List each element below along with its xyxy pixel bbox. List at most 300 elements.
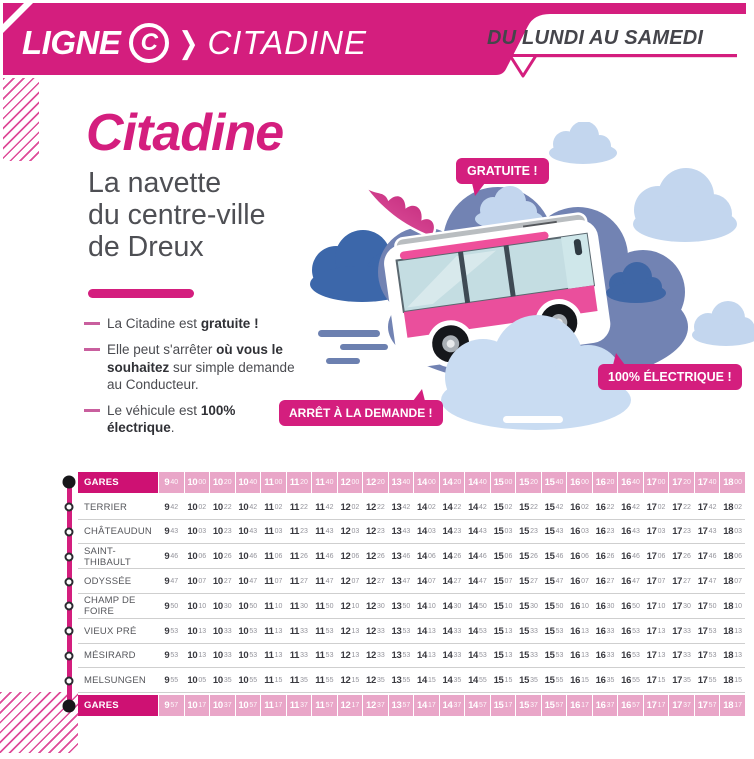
time-cell: 11 22	[289, 501, 308, 513]
subtitle-line: du centre-ville	[88, 198, 266, 231]
time-cell: 13 53	[391, 650, 411, 662]
bullet-dash-icon	[84, 322, 100, 325]
time-cell: 12 35	[366, 675, 385, 687]
bubble-gratuite: GRATUITE !	[456, 158, 549, 184]
time-cell: 11 23	[289, 526, 308, 538]
time-cell: 16 03	[570, 526, 589, 538]
time-cell: 10 13	[187, 650, 207, 662]
time-cell: 11 46	[315, 551, 334, 563]
time-cell: 14 23	[442, 526, 462, 538]
time-cell: 10 20	[210, 472, 235, 493]
time-cell: 12 23	[366, 526, 385, 538]
time-cell: 10 53	[238, 625, 258, 637]
time-cell: 16 57	[618, 695, 643, 716]
time-cell: 9 40	[159, 472, 184, 493]
time-cell: 18 06	[723, 551, 742, 563]
time-cell: 14 35	[442, 675, 462, 687]
time-cell: 16 50	[621, 600, 640, 612]
time-cell: 15 43	[544, 526, 564, 538]
time-cell: 14 40	[465, 472, 490, 493]
time-cell: 17 50	[697, 600, 717, 612]
time-cell: 15 22	[519, 501, 538, 513]
time-cell: 14 33	[442, 625, 462, 637]
times-row	[159, 626, 745, 637]
time-cell: 14 27	[442, 576, 462, 588]
subtitle-line: La navette	[88, 167, 222, 199]
table-row	[0, 693, 754, 718]
time-cell: 17 57	[695, 695, 720, 716]
line-name: CITADINE	[207, 24, 368, 61]
time-cell: 15 33	[519, 625, 538, 637]
time-cell: 16 30	[595, 600, 615, 612]
time-cell: 16 37	[593, 695, 618, 716]
time-cell: 11 20	[287, 472, 312, 493]
time-cell: 17 23	[672, 526, 691, 538]
line-letter-badge	[129, 23, 169, 63]
time-cell: 14 33	[442, 650, 462, 662]
line-letter: C	[140, 29, 159, 56]
service-days-label: DU LUNDI AU SAMEDI	[487, 27, 704, 49]
time-cell: 15 13	[493, 625, 513, 637]
time-cell: 16 23	[595, 526, 615, 538]
time-cell: 16 33	[595, 625, 615, 637]
time-cell: 14 20	[440, 472, 465, 493]
time-cell: 16 10	[570, 600, 589, 612]
time-cell: 15 42	[544, 501, 564, 513]
time-cell: 11 13	[264, 625, 283, 637]
time-cell: 11 43	[315, 526, 334, 538]
stop-marker-icon	[65, 627, 74, 636]
time-cell: 10 05	[187, 675, 207, 687]
time-cell: 14 55	[468, 675, 487, 687]
time-cell: 11 13	[264, 650, 283, 662]
time-cell: 16 53	[621, 625, 640, 637]
bullet-dash-icon	[84, 409, 100, 412]
time-cell: 15 47	[544, 576, 564, 588]
time-cell: 11 55	[315, 675, 334, 687]
time-cell: 10 07	[187, 576, 207, 588]
time-cell: 9 42	[164, 501, 179, 513]
time-cell: 14 43	[468, 526, 487, 538]
time-cell: 18 13	[723, 650, 742, 662]
time-cell: 17 30	[672, 600, 691, 612]
stop-name: GARES	[78, 695, 158, 716]
time-cell: 12 02	[340, 501, 360, 513]
time-cell: 17 22	[672, 501, 691, 513]
time-cell: 12 30	[366, 600, 385, 612]
time-cell: 15 06	[493, 551, 513, 563]
time-cell: 9 53	[164, 625, 179, 637]
time-cell: 15 07	[493, 576, 513, 588]
time-cell: 10 00	[185, 472, 210, 493]
stop-name: ODYSSÉE	[84, 576, 132, 588]
time-cell: 9 57	[159, 695, 184, 716]
time-cell: 14 02	[417, 501, 436, 513]
time-cell: 12 27	[366, 576, 385, 588]
time-cell: 15 53	[544, 625, 564, 637]
time-cell: 16 43	[621, 526, 640, 538]
table-row	[0, 495, 754, 520]
time-cell: 16 15	[570, 675, 589, 687]
time-cell: 17 02	[646, 501, 666, 513]
time-cell: 10 03	[187, 526, 207, 538]
stop-name: MELSUNGEN	[84, 675, 146, 687]
time-cell: 14 00	[414, 472, 439, 493]
time-cell: 15 15	[493, 675, 513, 687]
time-cell: 15 23	[519, 526, 538, 538]
time-cell: 12 13	[340, 625, 360, 637]
time-cell: 18 00	[720, 472, 745, 493]
time-cell: 16 42	[621, 501, 640, 513]
time-cell: 15 40	[542, 472, 567, 493]
time-cell: 13 43	[391, 526, 411, 538]
times-row	[159, 526, 745, 537]
time-cell: 17 46	[697, 551, 717, 563]
time-cell: 18 17	[720, 695, 745, 716]
times-row	[159, 695, 745, 716]
time-cell: 17 33	[672, 625, 691, 637]
time-cell: 11 50	[315, 600, 334, 612]
table-row	[0, 569, 754, 594]
bullet-text: La Citadine est gratuite !	[107, 316, 259, 331]
title-accent-bar	[88, 289, 194, 298]
time-cell: 13 40	[389, 472, 414, 493]
time-cell: 16 33	[595, 650, 615, 662]
time-cell: 14 46	[468, 551, 487, 563]
time-cell: 16 13	[570, 650, 589, 662]
time-cell: 13 42	[391, 501, 411, 513]
time-cell: 17 35	[672, 675, 691, 687]
times-row	[159, 472, 745, 493]
time-cell: 17 20	[669, 472, 694, 493]
stop-name: MÉSIRARD	[84, 650, 136, 662]
table-row	[0, 544, 754, 569]
time-cell: 12 20	[363, 472, 388, 493]
time-cell: 10 37	[210, 695, 235, 716]
time-cell: 9 46	[164, 551, 179, 563]
info-bullets	[84, 315, 300, 446]
time-cell: 14 53	[468, 650, 487, 662]
time-cell: 10 42	[238, 501, 258, 513]
time-cell: 16 53	[621, 650, 640, 662]
time-cell: 17 33	[672, 650, 691, 662]
table-row	[0, 470, 754, 495]
table-row	[0, 619, 754, 644]
time-cell: 14 37	[440, 695, 465, 716]
time-cell: 15 55	[544, 675, 564, 687]
time-cell: 10 35	[212, 675, 232, 687]
time-cell: 15 35	[519, 675, 538, 687]
time-cell: 15 30	[519, 600, 538, 612]
stop-marker-icon	[65, 552, 74, 561]
time-cell: 12 33	[366, 650, 385, 662]
page-title: Citadine	[86, 104, 284, 162]
time-cell: 16 02	[570, 501, 589, 513]
time-cell: 11 07	[264, 576, 283, 588]
cloud-light-top	[549, 122, 617, 164]
time-cell: 18 10	[723, 600, 742, 612]
bullet-text: Le véhicule est 100% électrique.	[107, 403, 236, 436]
times-row	[159, 675, 745, 686]
time-cell: 15 02	[493, 501, 513, 513]
time-cell: 11 27	[289, 576, 308, 588]
time-cell: 12 13	[340, 650, 360, 662]
chevron-icon: ❯	[178, 26, 199, 60]
time-cell: 12 17	[338, 695, 363, 716]
time-cell: 17 55	[697, 675, 717, 687]
time-cell: 10 53	[238, 650, 258, 662]
time-cell: 12 33	[366, 625, 385, 637]
time-cell: 12 00	[338, 472, 363, 493]
times-row	[159, 576, 745, 587]
timetable-rows	[0, 470, 754, 718]
time-cell: 14 13	[417, 625, 436, 637]
time-cell: 12 22	[366, 501, 385, 513]
time-cell: 14 13	[417, 650, 436, 662]
time-cell: 10 55	[238, 675, 258, 687]
time-cell: 10 46	[238, 551, 258, 563]
time-cell: 15 27	[519, 576, 538, 588]
table-row	[0, 668, 754, 693]
time-cell: 11 40	[312, 472, 337, 493]
time-cell: 14 47	[468, 576, 487, 588]
time-cell: 10 57	[236, 695, 261, 716]
bullet-item	[84, 341, 300, 393]
stop-marker-icon	[65, 676, 74, 685]
time-cell: 11 00	[261, 472, 286, 493]
time-cell: 17 03	[646, 526, 666, 538]
time-cell: 15 57	[542, 695, 567, 716]
time-cell: 17 13	[646, 650, 666, 662]
table-row	[0, 520, 754, 545]
time-cell: 16 55	[621, 675, 640, 687]
time-cell: 14 03	[417, 526, 436, 538]
time-cell: 17 15	[646, 675, 666, 687]
time-cell: 15 13	[493, 650, 513, 662]
time-cell: 11 53	[315, 650, 334, 662]
time-cell: 18 03	[723, 526, 742, 538]
time-cell: 15 17	[491, 695, 516, 716]
time-cell: 10 02	[187, 501, 207, 513]
time-cell: 15 20	[516, 472, 541, 493]
time-cell: 11 57	[312, 695, 337, 716]
time-cell: 13 57	[389, 695, 414, 716]
time-cell: 11 02	[264, 501, 283, 513]
time-cell: 13 47	[391, 576, 411, 588]
time-cell: 16 20	[593, 472, 618, 493]
time-cell: 14 57	[465, 695, 490, 716]
bullet-item	[84, 402, 300, 437]
time-cell: 15 50	[544, 600, 564, 612]
time-cell: 14 26	[442, 551, 462, 563]
time-cell: 18 02	[723, 501, 742, 513]
time-cell: 12 10	[340, 600, 360, 612]
table-row	[0, 594, 754, 619]
time-cell: 11 47	[315, 576, 334, 588]
stop-marker-icon	[65, 651, 74, 660]
time-cell: 16 22	[595, 501, 615, 513]
time-cell: 12 26	[366, 551, 385, 563]
time-cell: 10 40	[236, 472, 261, 493]
subtitle-line: de Dreux	[88, 230, 204, 263]
time-cell: 10 33	[212, 625, 232, 637]
time-cell: 16 40	[618, 472, 643, 493]
bullet-dash-icon	[84, 348, 100, 351]
time-cell: 11 33	[289, 625, 308, 637]
time-cell: 15 33	[519, 650, 538, 662]
terminus-marker-icon	[63, 699, 76, 712]
time-cell: 10 13	[187, 625, 207, 637]
time-cell: 13 50	[391, 600, 411, 612]
times-row	[159, 551, 745, 562]
time-cell: 11 10	[264, 600, 283, 612]
time-cell: 9 50	[164, 600, 179, 612]
time-cell: 17 17	[644, 695, 669, 716]
time-cell: 12 03	[340, 526, 360, 538]
time-cell: 11 37	[287, 695, 312, 716]
time-cell: 14 17	[414, 695, 439, 716]
time-cell: 10 22	[212, 501, 232, 513]
time-cell: 11 03	[264, 526, 283, 538]
time-cell: 17 26	[672, 551, 691, 563]
ligne-label: LIGNE	[22, 24, 121, 61]
time-cell: 17 00	[644, 472, 669, 493]
time-cell: 15 46	[544, 551, 564, 563]
days-underline-callout	[480, 54, 742, 82]
stop-name: TERRIER	[84, 501, 128, 513]
time-cell: 10 50	[238, 600, 258, 612]
time-cell: 11 30	[289, 600, 308, 612]
time-cell: 10 43	[238, 526, 258, 538]
time-cell: 16 35	[595, 675, 615, 687]
time-cell: 14 10	[417, 600, 436, 612]
bullet-text: Elle peut s'arrêter où vous le souhaitez sur simple demande au Conducteur.	[107, 342, 295, 392]
time-cell: 16 46	[621, 551, 640, 563]
time-cell: 15 26	[519, 551, 538, 563]
time-cell: 10 27	[212, 576, 232, 588]
time-cell: 17 13	[646, 625, 666, 637]
time-cell: 10 26	[212, 551, 232, 563]
stop-name: CHÂTEAUDUN	[84, 526, 152, 538]
time-cell: 10 33	[212, 650, 232, 662]
time-cell: 16 00	[567, 472, 592, 493]
time-cell: 10 10	[187, 600, 207, 612]
time-cell: 18 15	[723, 675, 742, 687]
time-cell: 17 47	[697, 576, 717, 588]
time-cell: 9 47	[164, 576, 179, 588]
stop-name: GARES	[78, 472, 158, 493]
terminus-marker-icon	[63, 476, 76, 489]
time-cell: 13 55	[391, 675, 411, 687]
time-cell: 13 53	[391, 625, 411, 637]
time-cell: 14 15	[417, 675, 436, 687]
timetable	[0, 470, 754, 718]
time-cell: 15 00	[491, 472, 516, 493]
diagonal-stripes-top	[3, 78, 39, 161]
bubble-electrique: 100% ÉLECTRIQUE !	[598, 364, 742, 390]
time-cell: 17 06	[646, 551, 666, 563]
time-cell: 14 22	[442, 501, 462, 513]
time-cell: 17 43	[697, 526, 717, 538]
time-cell: 9 55	[164, 675, 179, 687]
bullet-item	[84, 315, 300, 332]
time-cell: 13 46	[391, 551, 411, 563]
line-banner	[22, 19, 367, 67]
time-cell: 14 07	[417, 576, 436, 588]
time-cell: 12 07	[340, 576, 360, 588]
time-cell: 14 50	[468, 600, 487, 612]
time-cell: 11 33	[289, 650, 308, 662]
stop-marker-icon	[65, 527, 74, 536]
time-cell: 11 35	[289, 675, 308, 687]
time-cell: 17 10	[646, 600, 666, 612]
bubble-arret-demande: ARRÊT À LA DEMANDE !	[279, 400, 443, 426]
time-cell: 17 07	[646, 576, 666, 588]
time-cell: 11 26	[289, 551, 308, 563]
page-subtitle	[88, 168, 265, 264]
time-cell: 17 27	[672, 576, 691, 588]
time-cell: 9 53	[164, 650, 179, 662]
time-cell: 18 13	[723, 625, 742, 637]
stop-name: VIEUX PRÉ	[84, 625, 137, 637]
time-cell: 9 43	[164, 526, 179, 538]
time-cell: 16 17	[567, 695, 592, 716]
time-cell: 10 30	[212, 600, 232, 612]
time-cell: 15 53	[544, 650, 564, 662]
time-cell: 10 06	[187, 551, 207, 563]
time-cell: 11 42	[315, 501, 334, 513]
time-cell: 17 42	[697, 501, 717, 513]
stop-marker-icon	[65, 503, 74, 512]
time-cell: 17 53	[697, 625, 717, 637]
time-cell: 17 37	[669, 695, 694, 716]
time-cell: 11 17	[261, 695, 286, 716]
time-cell: 11 06	[264, 551, 283, 563]
time-cell: 11 53	[315, 625, 334, 637]
stop-marker-icon	[65, 602, 74, 611]
times-row	[159, 601, 745, 612]
time-cell: 16 07	[570, 576, 589, 588]
time-cell: 14 42	[468, 501, 487, 513]
time-cell: 18 07	[723, 576, 742, 588]
times-row	[159, 650, 745, 661]
time-cell: 12 15	[340, 675, 360, 687]
time-cell: 11 15	[264, 675, 283, 687]
time-cell: 12 37	[363, 695, 388, 716]
times-row	[159, 502, 745, 513]
time-cell: 16 27	[595, 576, 615, 588]
time-cell: 15 37	[516, 695, 541, 716]
time-cell: 15 10	[493, 600, 513, 612]
time-cell: 10 17	[185, 695, 210, 716]
time-cell: 16 26	[595, 551, 615, 563]
speed-lines-icon	[318, 330, 388, 364]
time-cell: 14 06	[417, 551, 436, 563]
time-cell: 14 30	[442, 600, 462, 612]
time-cell: 16 06	[570, 551, 589, 563]
stop-name: CHAMP DE FOIRE	[84, 595, 136, 618]
stop-marker-icon	[65, 577, 74, 586]
time-cell: 17 40	[695, 472, 720, 493]
time-cell: 10 47	[238, 576, 258, 588]
time-cell: 10 23	[212, 526, 232, 538]
cloud-light-right	[633, 168, 737, 242]
time-cell: 12 06	[340, 551, 360, 563]
time-cell: 15 03	[493, 526, 513, 538]
time-cell: 14 53	[468, 625, 487, 637]
time-cell: 16 47	[621, 576, 640, 588]
time-cell: 16 13	[570, 625, 589, 637]
